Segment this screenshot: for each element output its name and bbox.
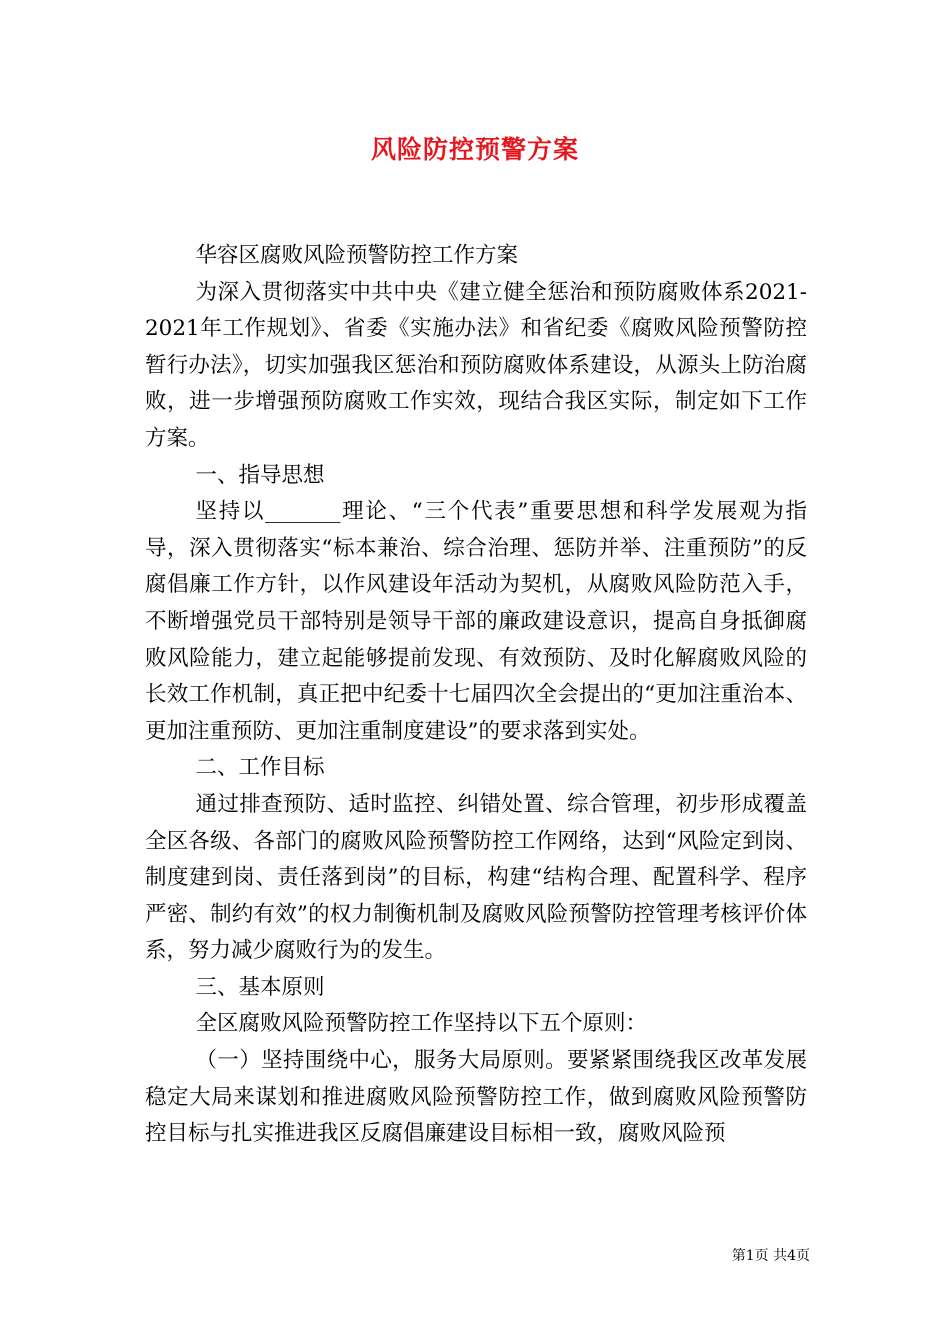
document-subtitle: 华容区腐败风险预警防控工作方案 (195, 243, 519, 268)
section-heading-guiding-thought: 一、指导思想 (195, 462, 325, 488)
page-number-footer: 第1页 共4页 (731, 1248, 810, 1264)
section-heading-work-goals: 二、工作目标 (195, 755, 325, 781)
work-goals-paragraph: 通过排查预防、适时监控、纠错处置、综合管理，初步形成覆盖全区各级、各部门的腐败风险预警防控工作网络，达到“风险定到岗、制度建到岗、责任落到岗”的目标，构建“结构合理、配置科学、程序严密、制约有效”的权力制衡机制及腐败风险预警防控管理考核评价体系，努力减少腐败行为的发生。 (145, 791, 807, 964)
principle-one-paragraph: （一）坚持围绕中心，服务大局原则。要紧紧围绕我区改革发展稳定大局来谋划和推进腐败风险预警防控工作，做到腐败风险预警防控目标与扎实推进我区反腐倡廉建设目标相一致，腐败风险预 (145, 1048, 807, 1147)
document-title: 风险防控预警方案 (370, 135, 579, 164)
intro-paragraph: 为深入贯彻落实中共中央《建立健全惩治和预防腐败体系2021-2021年工作规划》、省委《实施办法》和省纪委《腐败风险预警防控暂行办法》，切实加强我区惩治和预防腐败体系建设，从源头上防治腐败，进一步增强预防腐败工作实效，现结合我区实际，制定如下工作方案。 (145, 279, 807, 451)
guiding-thought-paragraph: 坚持以_______理论、“三个代表”重要思想和科学发展观为指导，深入贯彻落实“标本兼治、综合治理、惩防并举、注重预防”的反腐倡廉工作方针，以作风建设年活动为契机，从腐败风险防范入手，不断增强党员干部特别是领导干部的廉政建设意识，提高自身抵御腐败风险能力，建立起能够提前发现、有效预防、及时化解腐败风险的长效工作机制，真正把中纪委十七届四次全会提出的“更加注重治本、更加注重预防、更加注重制度建设”的要求落到实处。 (145, 499, 807, 744)
section-heading-basic-principles: 三、基本原则 (195, 974, 325, 1000)
document-body (145, 238, 807, 1153)
principles-intro-paragraph: 全区腐败风险预警防控工作坚持以下五个原则： (195, 1011, 648, 1037)
